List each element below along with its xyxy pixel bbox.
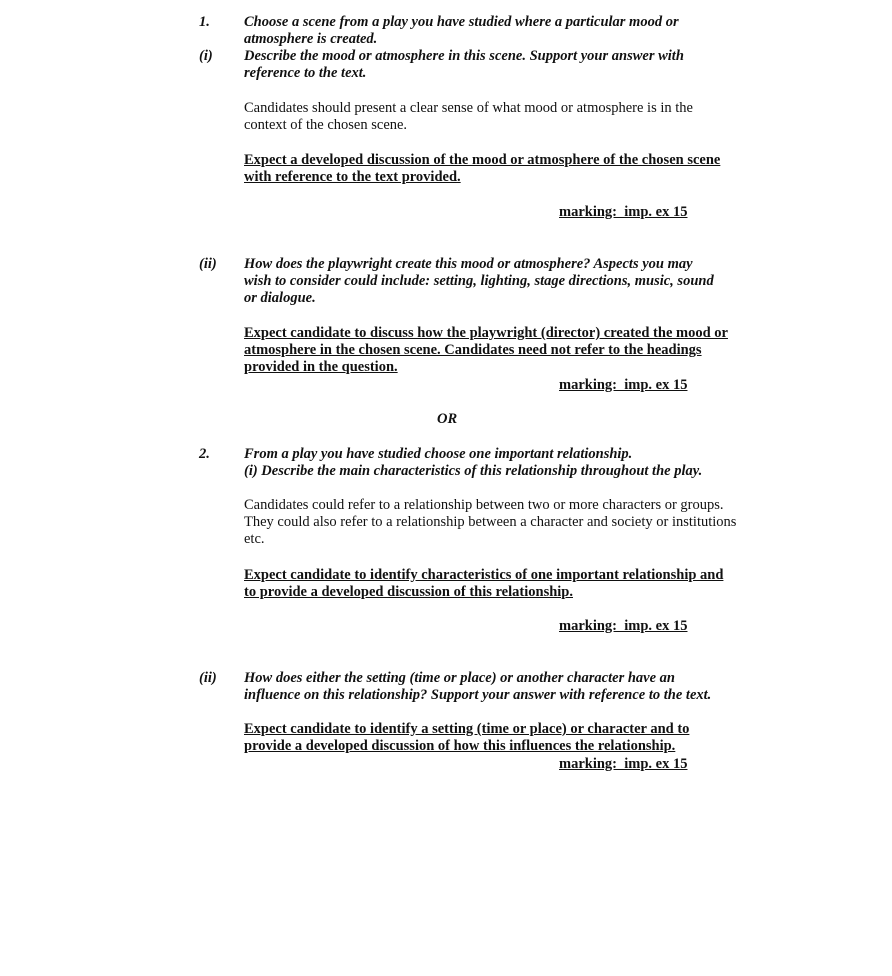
question-1-part-i-label: (i) — [199, 48, 213, 64]
question-2-text: From a play you have studied choose one important relationship. — [244, 446, 633, 462]
question-1-part-ii-text: How does the playwright create this mood or atmosphere? Aspects you may wish to consider could include: setting, lighting, stage directions, music, sound or dialogue. — [244, 256, 714, 306]
question-2-part-i-expectation: Expect candidate to identify characteristics of one important relationship and to provide a developed discussion of this relationship. — [244, 567, 724, 600]
question-2-part-ii-marking: marking: imp. ex 15 — [559, 756, 688, 772]
question-2-part-ii-label: (ii) — [199, 670, 217, 686]
question-1-number: 1. — [199, 14, 210, 30]
question-1-text: Choose a scene from a play you have studied where a particular mood or atmosphere is created. — [244, 14, 679, 47]
question-1-part-ii-marking: marking: imp. ex 15 — [559, 377, 688, 393]
question-2-part-ii-expectation: Expect candidate to identify a setting (time or place) or character and to provide a developed discussion of how this influences the relationship. — [244, 721, 690, 754]
question-2-part-i-marking: marking: imp. ex 15 — [559, 618, 688, 634]
question-2-part-ii-text: How does either the setting (time or place) or another character have an influence on this relationship? Support your answer with reference to the text. — [244, 670, 712, 703]
question-1-part-i-expectation: Expect a developed discussion of the mood or atmosphere of the chosen scene with reference to the text provided. — [244, 152, 721, 185]
question-2-part-i-note: Candidates could refer to a relationship between two or more characters or groups. They could also refer to a relationship between a character and society or institutions etc. — [244, 497, 737, 547]
question-1-part-ii-label: (ii) — [199, 256, 217, 272]
or-separator: OR — [437, 411, 458, 427]
question-1-part-ii-expectation: Expect candidate to discuss how the playwright (director) created the mood or atmosphere in the chosen scene. Candidates need not refer to the headings provided in the question. — [244, 325, 728, 375]
question-1-part-i-text: Describe the mood or atmosphere in this scene. Support your answer with reference to the text. — [244, 48, 684, 81]
question-1-part-i-marking: marking: imp. ex 15 — [559, 204, 688, 220]
question-2-part-i-text: (i) Describe the main characteristics of this relationship throughout the play. — [244, 463, 703, 479]
question-1-part-i-note: Candidates should present a clear sense of what mood or atmosphere is in the context of the chosen scene. — [244, 100, 693, 133]
question-2-number: 2. — [199, 446, 210, 462]
